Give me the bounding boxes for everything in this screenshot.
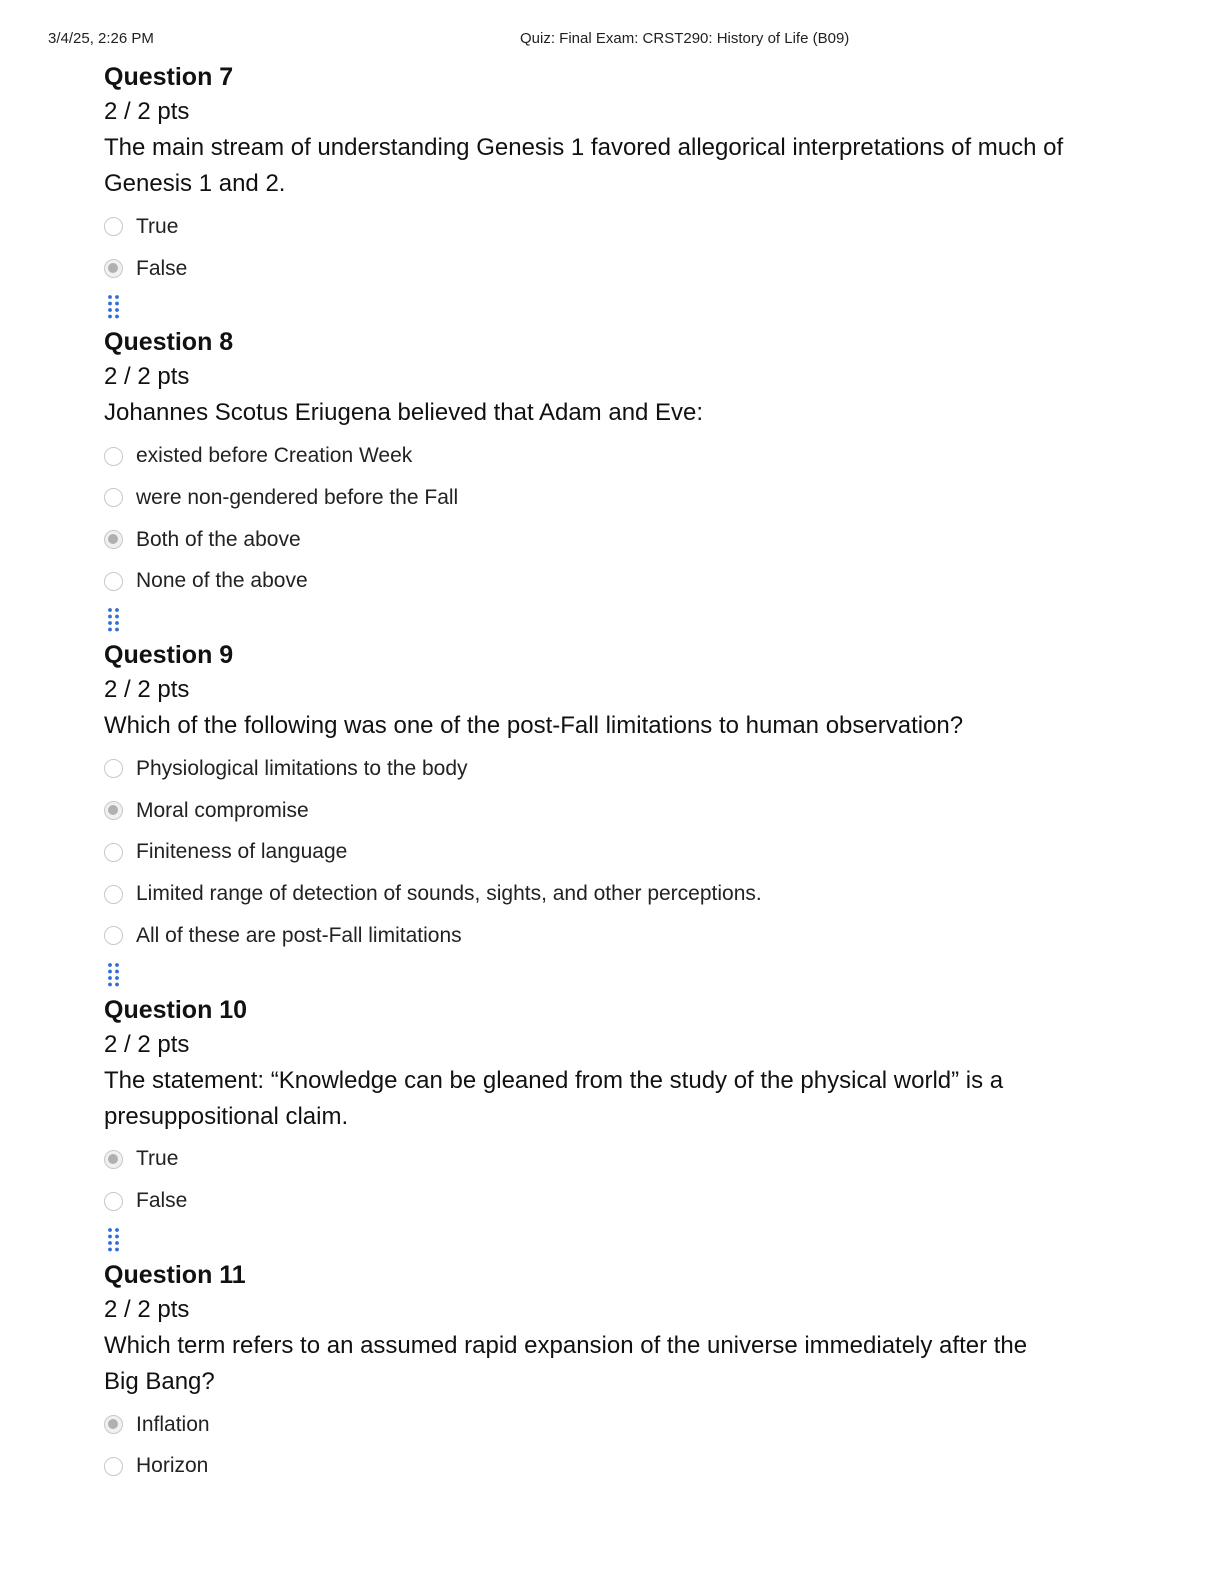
answer-list: [104, 435, 1064, 602]
answer-option[interactable]: [104, 519, 1064, 561]
radio-button-selected[interactable]: [104, 530, 123, 549]
radio-button[interactable]: [104, 885, 123, 904]
radio-button-selected[interactable]: [104, 1415, 123, 1434]
answer-option[interactable]: [104, 206, 1064, 248]
answer-label: Finiteness of language: [136, 840, 348, 864]
question-block: [104, 325, 1064, 638]
print-title: Quiz: Final Exam: CRST290: History of Life (B09): [520, 30, 850, 47]
answer-label: Both of the above: [136, 527, 301, 551]
radio-button[interactable]: [104, 926, 123, 945]
question-text: The main stream of understanding Genesis 1 favored allegorical interpretations of much of Genesis 1 and 2.: [104, 134, 1064, 197]
radio-button-selected[interactable]: [104, 1150, 123, 1169]
print-date: 3/4/25, 2:26 PM: [48, 30, 154, 47]
radio-button[interactable]: [104, 759, 123, 778]
question-points: 2 / 2 pts: [104, 363, 190, 391]
radio-button[interactable]: [104, 217, 123, 236]
answer-option[interactable]: [104, 1180, 1064, 1222]
answer-option[interactable]: [104, 435, 1064, 477]
question-block: [104, 1258, 1064, 1487]
question-block: [104, 638, 1064, 992]
answer-option[interactable]: [104, 873, 1064, 915]
answer-list: [104, 748, 1064, 956]
question-title: Question 8: [104, 328, 234, 357]
question-points: 2 / 2 pts: [104, 1295, 190, 1323]
answer-option[interactable]: [104, 560, 1064, 602]
answer-label: False: [136, 256, 188, 280]
answer-option[interactable]: [104, 748, 1064, 790]
drag-handle-icon[interactable]: [104, 1222, 1064, 1258]
answer-label: True: [136, 1147, 179, 1171]
quiz-content: [104, 60, 1064, 1487]
answer-option[interactable]: [104, 1446, 1064, 1488]
answer-label: Horizon: [136, 1454, 209, 1478]
drag-handle-icon[interactable]: [104, 289, 1064, 325]
drag-handle-icon[interactable]: [104, 957, 1064, 993]
answer-option[interactable]: [104, 915, 1064, 957]
question-title: Question 10: [104, 995, 248, 1024]
radio-button[interactable]: [104, 572, 123, 591]
answer-label: Moral compromise: [136, 798, 309, 822]
answer-label: Physiological limitations to the body: [136, 756, 468, 780]
question-block: [104, 993, 1064, 1258]
answer-label: Limited range of detection of sounds, sights, and other perceptions.: [136, 882, 762, 906]
radio-button[interactable]: [104, 488, 123, 507]
radio-button-selected[interactable]: [104, 801, 123, 820]
answer-option[interactable]: [104, 832, 1064, 874]
radio-button[interactable]: [104, 1457, 123, 1476]
answer-option[interactable]: [104, 477, 1064, 519]
answer-label: were non-gendered before the Fall: [136, 485, 459, 509]
question-points: 2 / 2 pts: [104, 676, 190, 704]
answer-label: existed before Creation Week: [136, 444, 413, 468]
radio-button[interactable]: [104, 1192, 123, 1211]
question-text: Which of the following was one of the post-Fall limitations to human observation?: [104, 712, 964, 740]
question-title: Question 7: [104, 63, 234, 91]
answer-list: [104, 1404, 1064, 1487]
question-text: Which term refers to an assumed rapid expansion of the universe immediately after the Big Bang?: [104, 1331, 1028, 1395]
question-title: Question 11: [104, 1260, 246, 1289]
question-text: Johannes Scotus Eriugena believed that Adam and Eve:: [104, 399, 704, 427]
question-text: The statement: “Knowledge can be gleaned from the study of the physical world” is a presuppositional claim.: [104, 1066, 1004, 1130]
question-title: Question 9: [104, 641, 234, 670]
answer-label: All of these are post-Fall limitations: [136, 923, 462, 947]
radio-button[interactable]: [104, 843, 123, 862]
question-block: [104, 60, 1064, 325]
question-points: 2 / 2 pts: [104, 1030, 190, 1058]
answer-label: True: [136, 214, 179, 238]
drag-handle-icon[interactable]: [104, 602, 1064, 638]
answer-list: [104, 1139, 1064, 1222]
answer-label: None of the above: [136, 569, 308, 593]
print-header: [0, 30, 1224, 50]
question-points: 2 / 2 pts: [104, 98, 190, 125]
answer-option[interactable]: [104, 1139, 1064, 1181]
answer-label: False: [136, 1189, 188, 1213]
radio-button[interactable]: [104, 447, 123, 466]
answer-option[interactable]: [104, 790, 1064, 832]
radio-button-selected[interactable]: [104, 259, 123, 278]
answer-option[interactable]: [104, 248, 1064, 290]
answer-label: Inflation: [136, 1412, 210, 1436]
answer-option[interactable]: [104, 1404, 1064, 1446]
answer-list: [104, 206, 1064, 289]
